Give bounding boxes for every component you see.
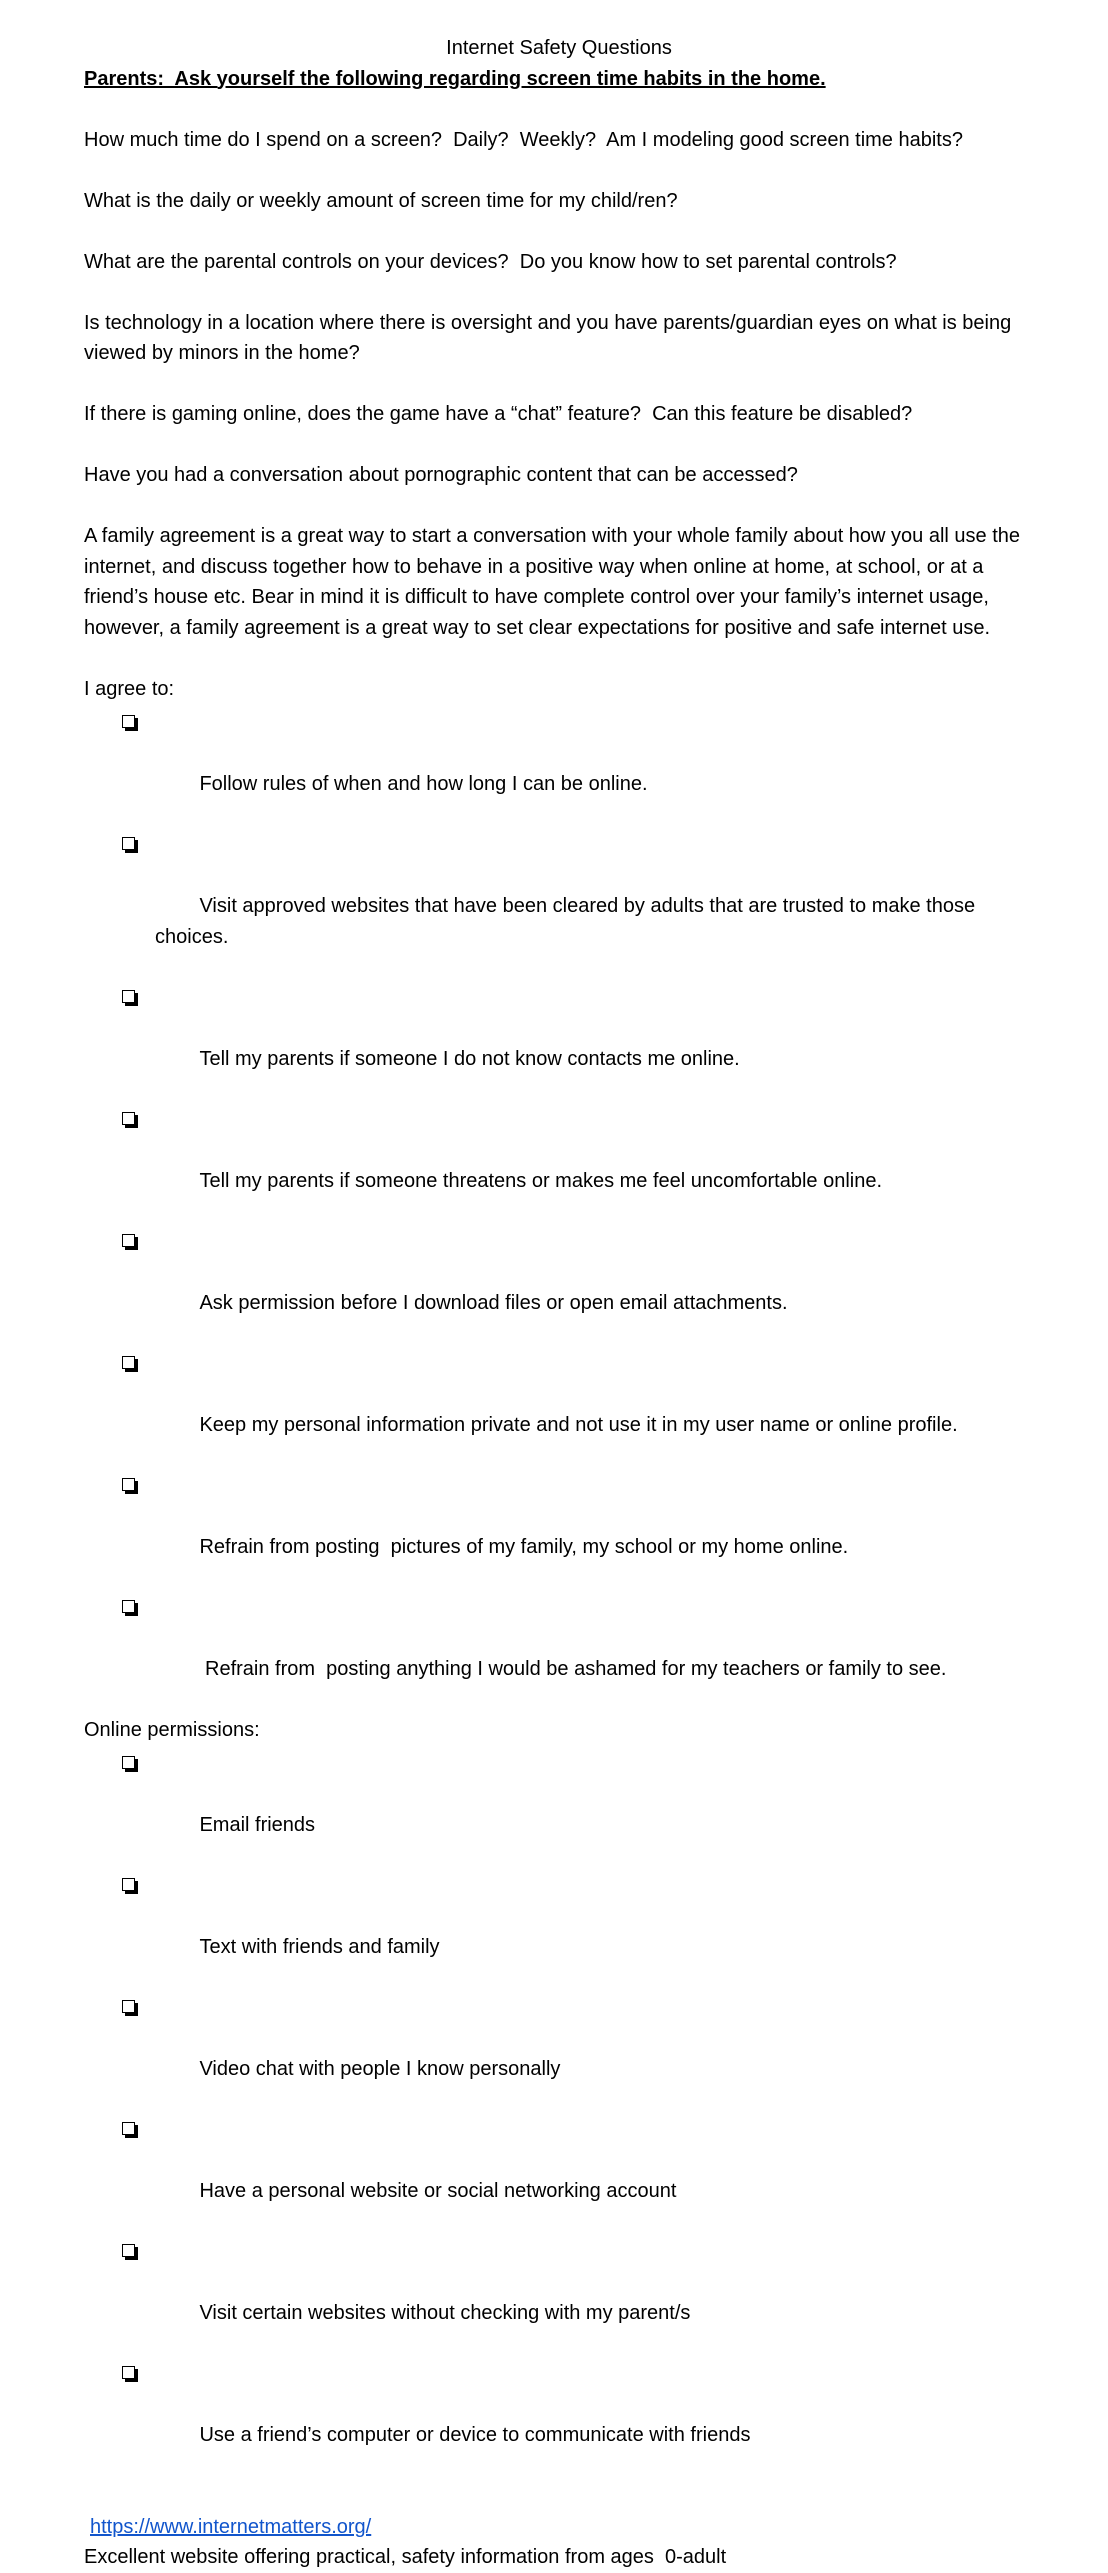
checkbox-icon — [122, 1878, 135, 1891]
checklist-item — [84, 2237, 1034, 2359]
checklist-item — [84, 983, 1034, 1105]
question-parental-controls: What are the parental controls on your devices? Do you know how to set parental controls? — [84, 250, 897, 273]
checklist-item-text: Visit certain websites without checking with my parent/s — [199, 2302, 691, 2324]
checkbox-icon — [122, 715, 135, 728]
checklist-item — [84, 1993, 1034, 2115]
question-technology-location: Is technology in a location where there is oversight and you have parents/guardian eyes on what is being viewed by minors in the home? — [84, 311, 1017, 364]
question-child-screen-time: What is the daily or weekly amount of screen time for my child/ren? — [84, 189, 678, 212]
permissions-checklist — [84, 1749, 1034, 2481]
checklist-item — [84, 1227, 1034, 1349]
checklist-item-text: Visit approved websites that have been cleared by adults that are trusted to make those choices. — [155, 895, 981, 948]
checklist-item-text: Video chat with people I know personally — [199, 2058, 561, 2080]
checkbox-icon — [122, 1478, 135, 1491]
checklist-item — [84, 1105, 1034, 1227]
checklist-item — [84, 1749, 1034, 1871]
checklist-item-text: Text with friends and family — [199, 1936, 440, 1958]
checkbox-icon — [122, 1756, 135, 1769]
agree-checklist — [84, 708, 1034, 1715]
checklist-item — [84, 708, 1034, 830]
checkbox-icon — [122, 990, 135, 1003]
agree-section-label: I agree to: — [84, 677, 175, 700]
permissions-section-label: Online permissions: — [84, 1718, 260, 1741]
checklist-item-text: Follow rules of when and how long I can be online. — [199, 773, 648, 795]
document-title: Internet Safety Questions — [446, 37, 672, 59]
checklist-item-text: Refrain from posting anything I would be ashamed for my teachers or family to see. — [199, 1657, 947, 1680]
checkbox-icon — [122, 2000, 135, 2013]
checkbox-icon — [122, 2366, 135, 2379]
checkbox-icon — [122, 1600, 135, 1613]
question-pornographic-content: Have you had a conversation about pornographic content that can be accessed? — [84, 464, 798, 486]
checklist-item — [84, 1471, 1034, 1593]
checklist-item — [84, 2359, 1034, 2481]
internetmatters-link[interactable]: https://www.internetmatters.org/ — [90, 2515, 372, 2538]
link-description: Excellent website offering practical, safety information from ages 0-adult — [84, 2546, 727, 2568]
checklist-item — [84, 830, 1034, 983]
checklist-item-text: Refrain from posting pictures of my family, my school or my home online. — [199, 1535, 849, 1558]
checklist-item-text: Have a personal website or social networking account — [199, 2180, 677, 2202]
checklist-item-text: Use a friend’s computer or device to communicate with friends — [199, 2424, 751, 2446]
checklist-item-text: Keep my personal information private and not use it in my user name or online profile. — [199, 1413, 958, 1436]
family-agreement-paragraph: A family agreement is a great way to start a conversation with your whole family about how you all use the internet, and discuss together how to behave in a positive way when online at home, at school, or at a friend’s house etc. Bear in mind it is difficult to have complete control over your family’s internet usage, however, a family agreement is a great way to set clear expectations for positive and safe internet use. — [84, 525, 1026, 639]
checklist-item-text: Tell my parents if someone threatens or makes me feel uncomfortable online. — [199, 1169, 883, 1192]
document-content — [84, 33, 1034, 2573]
checkbox-icon — [122, 837, 135, 850]
checklist-item-text: Tell my parents if someone I do not know contacts me online. — [199, 1047, 740, 1070]
checkbox-icon — [122, 1112, 135, 1125]
checklist-item — [84, 1349, 1034, 1471]
link-line — [84, 2512, 1034, 2543]
checklist-item-text: Ask permission before I download files or open email attachments. — [199, 1291, 788, 1314]
checklist-item — [84, 1593, 1034, 1715]
checklist-item — [84, 1871, 1034, 1993]
parents-heading: Parents: Ask yourself the following regarding screen time habits in the home. — [84, 67, 826, 90]
checkbox-icon — [122, 1356, 135, 1369]
question-gaming-chat: If there is gaming online, does the game have a “chat” feature? Can this feature be disabled? — [84, 403, 913, 425]
question-screen-time-self: How much time do I spend on a screen? Daily? Weekly? Am I modeling good screen time habits? — [84, 128, 963, 151]
checklist-item-text: Email friends — [199, 1814, 316, 1836]
checkbox-icon — [122, 2244, 135, 2257]
checklist-item — [84, 2115, 1034, 2237]
checkbox-icon — [122, 2122, 135, 2135]
checkbox-icon — [122, 1234, 135, 1247]
